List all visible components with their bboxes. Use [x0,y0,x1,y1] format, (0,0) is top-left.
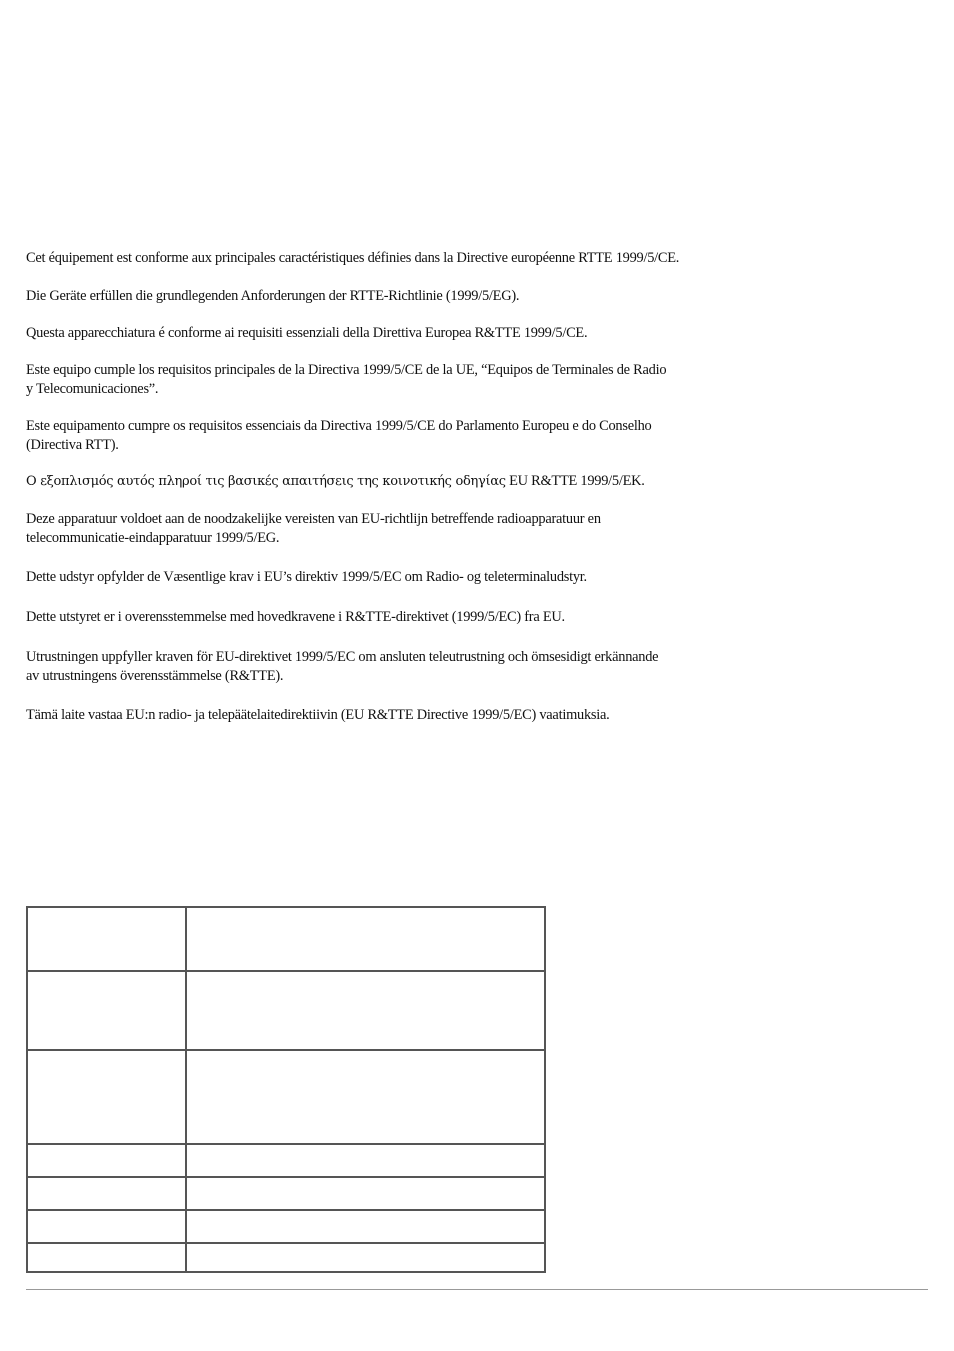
statement-line: (Directiva RTT). [26,437,119,453]
statement-line: Este equipo cumple los requisitos principales de la Directiva 1999/5/CE de la UE, “Equipos de Terminales de Radio [26,362,667,378]
statement-french [26,249,679,268]
statement-line: Questa apparecchiatura é conforme ai requisiti essenziali della Direttiva Europea R&TTE 1999/5/CE. [26,325,588,341]
statement-italian [26,324,587,343]
statement-greek-reference: EU R&TTE 1999/5/EK. [505,473,645,489]
statement-line: Tämä laite vastaa EU:n radio- ja telepäätelaitedirektiivin (EU R&TTE Directive 1999/5/EC) vaatimuksia. [26,707,610,723]
statement-line: Dette utstyret er i overensstemmelse med hovedkravene i R&TTE-direktivet (1999/5/EC) fra EU. [26,609,565,625]
statement-greek-text: Ο εξοπλισμός αυτός πληροί τις βασικές απαιτήσεις της κοινοτικής οδηγίας [26,474,506,489]
statement-line: Utrustningen uppfyller kraven för EU-direktivet 1999/5/EC om ansluten teleutrustning och ömsesidigt erkännande [26,649,659,665]
statement-line: av utrustningens överensstämmelse (R&TTE). [26,668,284,684]
statement-line: Deze apparatuur voldoet aan de noodzakelijke vereisten van EU-richtlijn betreffende radioapparatuur en [26,511,601,527]
statement-line: y Telecomunicaciones”. [26,381,159,397]
statement-line: Dette udstyr opfylder de Væsentlige krav i EU’s direktiv 1999/5/EC om Radio- og teleterminaludstyr. [26,569,587,585]
statement-danish [26,568,587,587]
table-row-divider [28,970,544,972]
table-row-divider [28,1176,544,1178]
table-row-divider [28,1209,544,1211]
table-row-divider [28,1143,544,1145]
statement-swedish [26,648,658,686]
statement-line: telecommunicatie-eindapparatuur 1999/5/EG. [26,530,280,546]
empty-table [26,906,546,1273]
table-row-divider [28,1242,544,1244]
statement-portuguese [26,417,651,455]
statement-greek [26,472,645,491]
statement-line: Die Geräte erfüllen die grundlegenden Anforderungen der RTTE-Richtlinie (1999/5/EG). [26,288,520,304]
statement-line: Cet équipement est conforme aux principales caractéristiques définies dans la Directive européenne RTTE 1999/5/CE. [26,250,680,266]
statement-norwegian [26,608,565,627]
table-column-divider [185,908,187,1271]
statement-line: Este equipamento cumpre os requisitos essenciais da Directiva 1999/5/CE do Parlamento Europeu e do Conselho [26,418,652,434]
statement-german [26,287,519,306]
statement-finnish [26,706,610,725]
footer-divider [26,1289,928,1290]
statement-dutch [26,510,601,548]
statement-spanish [26,361,666,399]
table-row-divider [28,1049,544,1051]
